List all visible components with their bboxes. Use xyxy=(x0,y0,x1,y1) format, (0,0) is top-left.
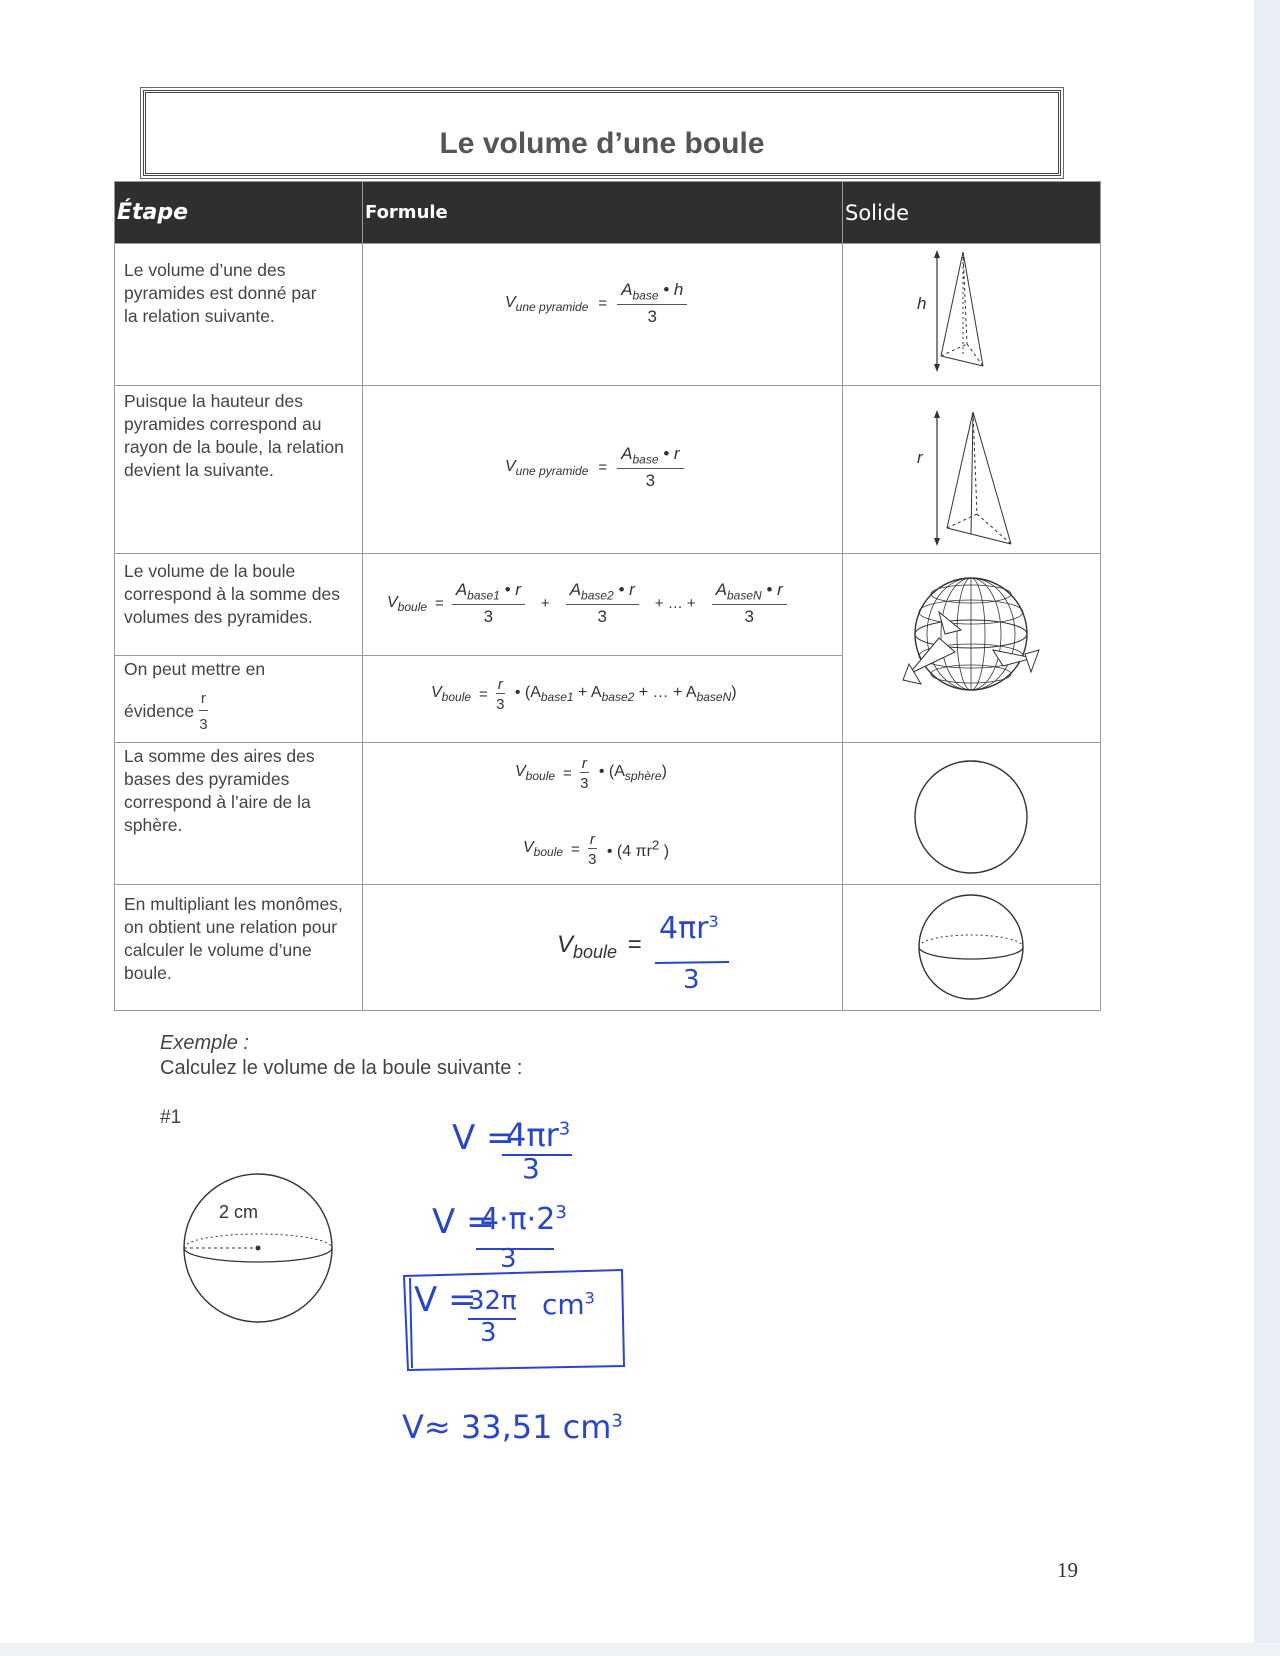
solid-cell xyxy=(843,386,1101,554)
table-row xyxy=(115,244,1101,386)
work-line1-num: $4\pi r^3$ xyxy=(506,1116,571,1154)
formula-cell xyxy=(363,244,843,386)
radius-label: r xyxy=(917,448,923,467)
example-sphere-figure xyxy=(180,1168,340,1328)
height-label: h xyxy=(917,294,927,313)
step-text: En multipliant les monômes, on obtient une relation pour calculer le volume d’une boule. xyxy=(115,885,363,1011)
table-row xyxy=(115,743,1101,885)
sphere-pyramids-figure xyxy=(843,554,1101,740)
table-row xyxy=(115,554,1101,656)
step-text: Puisque la hauteur des pyramides correspond au rayon de la boule, la relation devient la suivante. xyxy=(115,386,363,554)
solid-cell xyxy=(843,554,1101,743)
table-header-row xyxy=(115,182,1101,244)
step-factor xyxy=(124,687,354,736)
formula-cell xyxy=(363,743,843,885)
handwritten-denominator: 3 xyxy=(683,965,700,995)
page-title: Le volume d’une boule xyxy=(439,127,765,160)
formula-cell xyxy=(363,656,843,743)
formula-cell xyxy=(363,885,843,1011)
solid-cell xyxy=(843,244,1101,386)
example-label: Exemple : xyxy=(160,1032,249,1054)
header-formule: Formule xyxy=(363,182,843,244)
boxed-den: 3 xyxy=(480,1318,497,1348)
example-number: #1 xyxy=(160,1107,182,1128)
formula-cell xyxy=(363,386,843,554)
table-row xyxy=(115,885,1101,1011)
handwritten-fraction-bar xyxy=(363,885,843,1011)
boxed-unit: $cm^3$ xyxy=(542,1288,595,1321)
work-line2-den: 3 xyxy=(500,1244,517,1274)
step-cell xyxy=(115,656,363,743)
formula-pyramid-volume-r: $V_{une pyramide}$ = $\frac{A_{base} • r}{3}$ xyxy=(505,444,684,491)
approx-answer: V≈ 33,51 $cm^3$ xyxy=(402,1408,623,1446)
volume-table xyxy=(114,181,1101,1011)
work-line1-bar xyxy=(500,1152,580,1158)
work-line2-lhs: V = xyxy=(432,1202,495,1242)
formula-cell xyxy=(363,554,843,656)
example-question: Calculez le volume de la boule suivante : xyxy=(160,1057,523,1079)
table-row xyxy=(115,386,1101,554)
formula-ball-volume-lhs: $V_{boule}$ = xyxy=(557,931,642,962)
sphere-outline-figure xyxy=(843,743,1101,885)
title-box xyxy=(143,90,1061,176)
page-number: 19 xyxy=(1057,1558,1078,1582)
formula-sphere-area-expanded: $V_{boule}$ = $\frac{r}{3}$ • (4 $\pi r^2$ ) xyxy=(523,831,670,868)
work-line2-num: $4\cdot\pi\cdot 2^3$ xyxy=(480,1202,567,1237)
pyramid-radius-figure xyxy=(843,386,1101,554)
step-text: Le volume de la boule correspond à la somme des volumes des pyramides. xyxy=(115,554,363,656)
sphere-radius-label: 2 cm xyxy=(219,1202,259,1222)
step-text-evidence: évidence xyxy=(124,701,199,721)
handwritten-numerator: $4\pi r^3$ xyxy=(659,911,719,946)
solid-cell xyxy=(843,743,1101,885)
header-solide: Solide xyxy=(843,182,1101,244)
hemisphere-figure xyxy=(843,885,1101,1011)
formula-factored: $V_{boule}$ = $\frac{r}{3}$ • ($A_{base1} + A_{base2}$ + … + $A_{baseN}$) xyxy=(431,676,737,713)
step-text: La somme des aires des bases des pyramides correspond à l’aire de la sphère. xyxy=(115,743,363,885)
step-text: On peut mettre en xyxy=(124,659,266,679)
step-fraction: $\frac{r}{3}$ xyxy=(199,687,208,736)
formula-sum-of-pyramids: $V_{boule}$ = $\frac{A_{base1} • r}{3}$ + $\frac{A_{base2} • r}{3}$ + … + $\frac{A_{baseN} • r}{3}$ xyxy=(387,580,787,627)
scan-margin-bottom xyxy=(0,1643,1280,1656)
header-etape: Étape xyxy=(115,182,363,244)
scan-margin xyxy=(1254,0,1280,1656)
formula-pyramid-volume: $V_{une pyramide}$ = $\frac{A_{base} • h}{3}$ xyxy=(505,280,687,327)
boxed-num: 32π xyxy=(468,1286,517,1316)
formula-sphere-area: $V_{boule}$ = $\frac{r}{3}$ • $(A_{sphère})$ xyxy=(515,755,667,792)
work-line1-den: 3 xyxy=(522,1152,540,1185)
solid-cell xyxy=(843,885,1101,1011)
work-line1-lhs: V = xyxy=(452,1118,515,1158)
pyramid-height-figure xyxy=(843,244,1101,386)
step-text: Le volume d’une des pyramides est donné par la relation suivante. xyxy=(115,244,363,386)
boxed-lhs: V = xyxy=(414,1280,477,1320)
work-line2-bar xyxy=(474,1246,564,1252)
